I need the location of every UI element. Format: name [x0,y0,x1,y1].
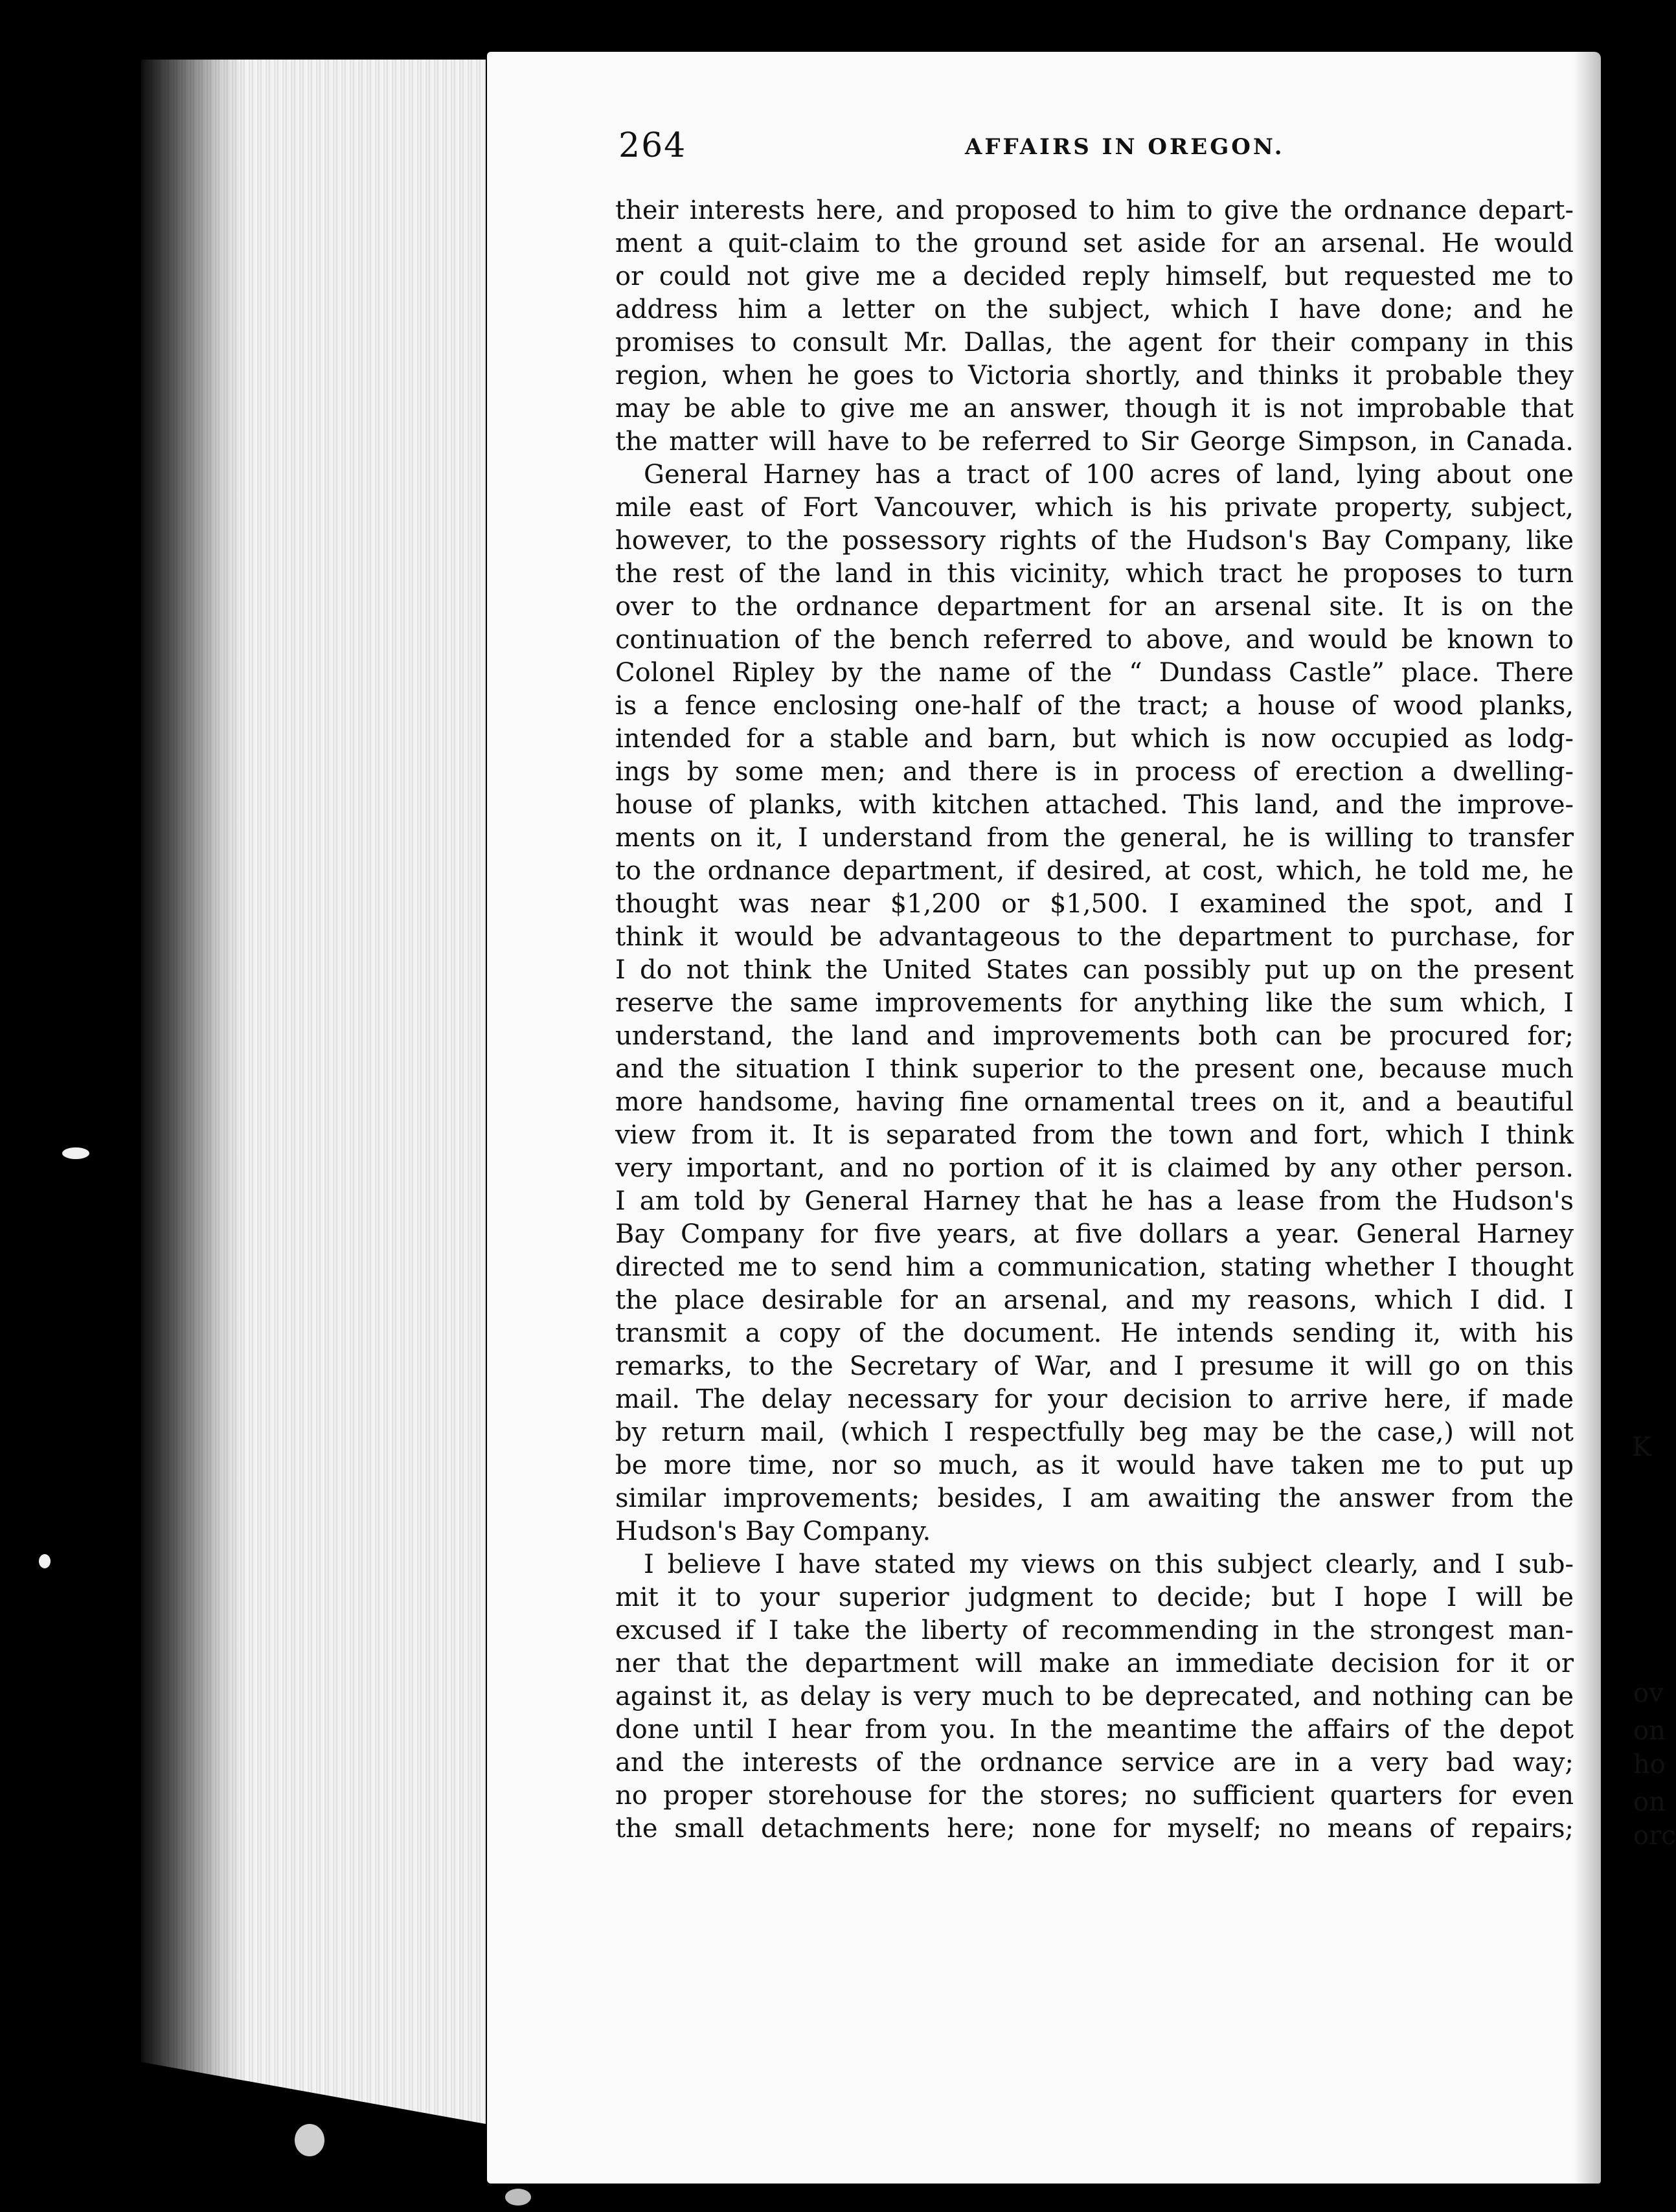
text-line: done until I hear from you. In the meantime the affairs of the depot [615,1715,1574,1744]
text-line: the matter will have to be referred to Sir George Simpson, in Canada. [615,427,1574,457]
text-line: by return mail, (which I respectfully beg may be the case,) will not [615,1417,1574,1447]
text-line: directed me to send him a communication, stating whether I thought [615,1252,1574,1282]
binding-shadow [141,60,245,2124]
body-text [615,194,1574,1845]
text-line: similar improvements; besides, I am awaiting the answer from the [615,1484,1574,1513]
text-line: or could not give me a decided reply himself, but requested me to [615,262,1574,291]
text-line: their interests here, and proposed to him to give the ordnance depart- [615,196,1574,225]
text-line: intended for a stable and barn, but which is now occupied as lodg- [615,724,1574,754]
text-line: over to the ordnance department for an arsenal site. It is on the [615,592,1574,622]
margin-fragment: K [1632,1432,1651,1462]
page-header [618,126,1570,178]
text-line: the rest of the land in this vicinity, which tract he proposes to turn [615,559,1574,589]
margin-fragment: on [1633,1787,1666,1817]
text-line: General Harney has a tract of 100 acres of land, lying about one [644,460,1574,490]
text-line: transmit a copy of the document. He intends sending it, with his [615,1318,1574,1348]
text-line: view from it. It is separated from the town and fort, which I think [615,1120,1574,1150]
text-line: be more time, nor so much, as it would have taken me to put up [615,1450,1574,1480]
text-line: and the situation I think superior to the present one, because much [615,1054,1574,1084]
text-line: mail. The delay necessary for your decision to arrive here, if made [615,1384,1574,1414]
text-line: no proper storehouse for the stores; no sufficient quarters for even [615,1781,1574,1811]
text-line: understand, the land and improvements both can be procured for; [615,1021,1574,1051]
text-line: remarks, to the Secretary of War, and I presume it will go on this [615,1351,1574,1381]
scan-speck [62,1147,89,1159]
text-line: think it would be advantageous to the department to purchase, for [615,922,1574,952]
margin-fragment: orc [1633,1821,1676,1851]
text-line: the place desirable for an arsenal, and my reasons, which I did. I [615,1285,1574,1315]
scan-speck [295,2124,324,2156]
text-line: very important, and no portion of it is claimed by any other person. [615,1153,1574,1183]
text-line: continuation of the bench referred to above, and would be known to [615,625,1574,655]
page-number: 264 [618,126,687,165]
running-head: AFFAIRS IN OREGON. [965,134,1285,160]
text-line: is a fence enclosing one-half of the tract; a house of wood planks, [615,691,1574,721]
margin-fragment: ho [1633,1750,1666,1779]
text-line: region, when he goes to Victoria shortly, and thinks it probable they [615,361,1574,390]
text-line: to the ordnance department, if desired, at cost, which, he told me, he [615,856,1574,886]
text-line: excused if I take the liberty of recommending in the strongest man- [615,1616,1574,1645]
text-line: ments on it, I understand from the general, he is willing to transfer [615,823,1574,853]
text-line: Hudson's Bay Company. [615,1517,931,1546]
text-line: however, to the possessory rights of the Hudson's Bay Company, like [615,526,1574,556]
text-line: promises to consult Mr. Dallas, the agent for their company in this [615,328,1574,357]
text-line: reserve the same improvements for anything like the sum which, I [615,988,1574,1018]
text-line: ner that the department will make an immediate decision for it or [615,1649,1574,1678]
text-line: ings by some men; and there is in process of erection a dwelling- [615,757,1574,787]
text-line: thought was near $1,200 or $1,500. I examined the spot, and I [615,889,1574,919]
text-line: mit it to your superior judgment to decide; but I hope I will be [615,1583,1574,1612]
text-line: I do not think the United States can possibly put up on the present [615,955,1574,985]
text-line: mile east of Fort Vancouver, which is his private property, subject, [615,493,1574,523]
scan-speck [39,1554,51,1568]
text-line: may be able to give me an answer, though it is not improbable that [615,394,1574,423]
text-line: ment a quit-claim to the ground set aside for an arsenal. He would [615,229,1574,258]
text-line: Bay Company for five years, at five dollars a year. General Harney [615,1219,1574,1249]
text-line: against it, as delay is very much to be deprecated, and nothing can be [615,1682,1574,1711]
text-line: address him a letter on the subject, which I have done; and he [615,295,1574,324]
text-line: house of planks, with kitchen attached. This land, and the improve- [615,790,1574,820]
text-line: and the interests of the ordnance service are in a very bad way; [615,1748,1574,1778]
text-line: Colonel Ripley by the name of the “ Dundass Castle” place. There [615,658,1574,688]
margin-fragment: ov [1633,1678,1664,1708]
text-line: more handsome, having fine ornamental trees on it, and a beautiful [615,1087,1574,1117]
scan-speck [505,2189,531,2206]
margin-fragment: on [1633,1716,1666,1746]
text-line: the small detachments here; none for myself; no means of repairs; [615,1814,1574,1844]
text-line: I believe I have stated my views on this subject clearly, and I sub- [644,1550,1574,1579]
text-line: I am told by General Harney that he has a lease from the Hudson's [615,1186,1574,1216]
page-curl-shadow [1574,52,1613,2184]
